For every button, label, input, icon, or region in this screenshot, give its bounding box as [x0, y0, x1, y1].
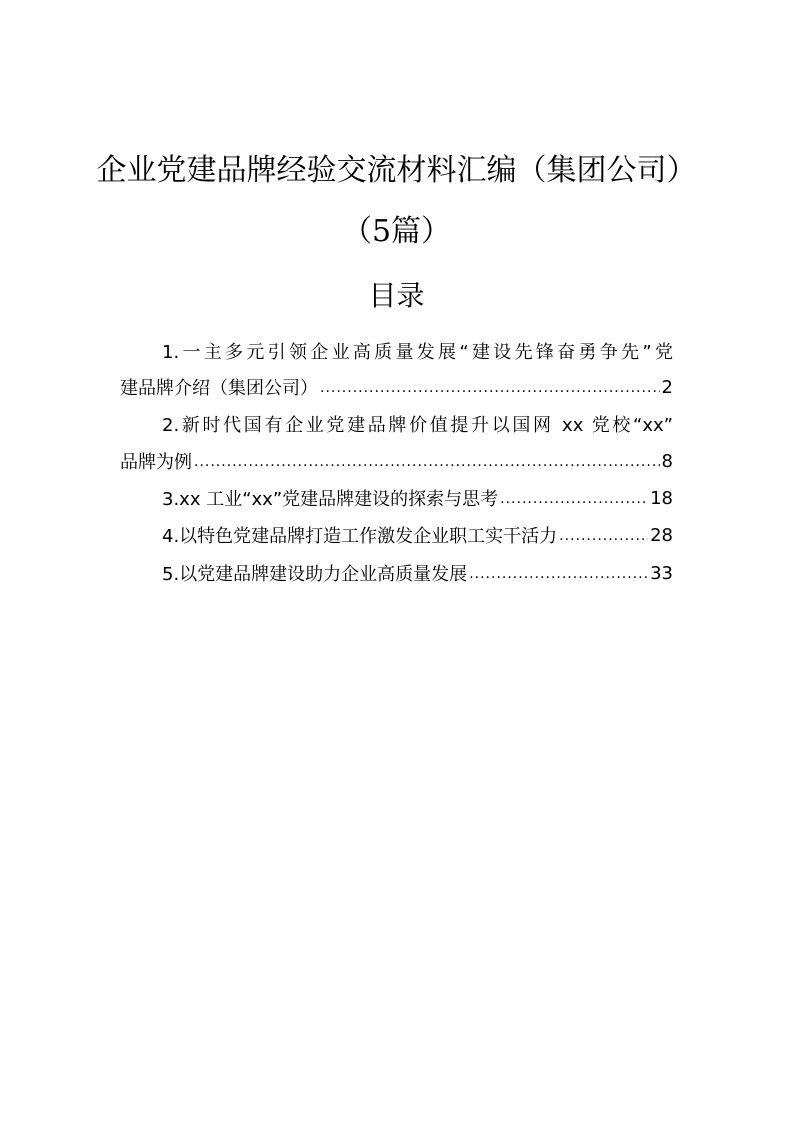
- toc-leader-dots: [500, 490, 648, 517]
- toc-page-number: 28: [650, 524, 673, 546]
- toc-entry-text: 建品牌介绍（集团公司）: [120, 378, 318, 399]
- toc-entry-3[interactable]: [120, 479, 673, 517]
- document-subtitle: （5篇）: [341, 214, 452, 249]
- toc-entry-1-line2[interactable]: [120, 368, 673, 406]
- toc-page-number: 8: [661, 450, 673, 472]
- toc-leader-dots: [559, 527, 648, 554]
- toc-entry-text: 品牌为例: [120, 452, 192, 473]
- toc-entry-text: 4.以特色党建品牌打造工作激发企业职工实干活力: [162, 526, 558, 547]
- toc-entry-5[interactable]: [120, 554, 673, 592]
- toc-leader-dots: [194, 453, 660, 480]
- toc-page-number: 18: [650, 487, 673, 509]
- toc-entry-4[interactable]: [120, 516, 673, 554]
- document-title: 企业党建品牌经验交流材料汇编（集团公司）: [96, 153, 697, 188]
- toc-entry-1-line1[interactable]: [120, 332, 673, 370]
- toc-heading: 目录: [368, 279, 425, 312]
- toc-entry-text: 5.以党建品牌建设助力企业高质量发展: [162, 564, 468, 585]
- toc-entry-2-line2[interactable]: [120, 442, 673, 480]
- toc-entry-2-line1[interactable]: [120, 405, 673, 443]
- toc-entry-text: 2.新时代国有企业党建品牌价值提升以国网 xx 党校“xx”: [162, 415, 673, 436]
- toc-leader-dots: [320, 379, 660, 406]
- toc-page-number: 33: [650, 562, 673, 584]
- toc-entry-text: 1.一主多元引领企业高质量发展“建设先锋奋勇争先”党: [162, 342, 673, 363]
- toc-page-number: 2: [661, 376, 673, 398]
- toc-entry-text: 3.xx 工业“xx”党建品牌建设的探索与思考: [162, 489, 499, 510]
- toc-leader-dots: [469, 565, 648, 592]
